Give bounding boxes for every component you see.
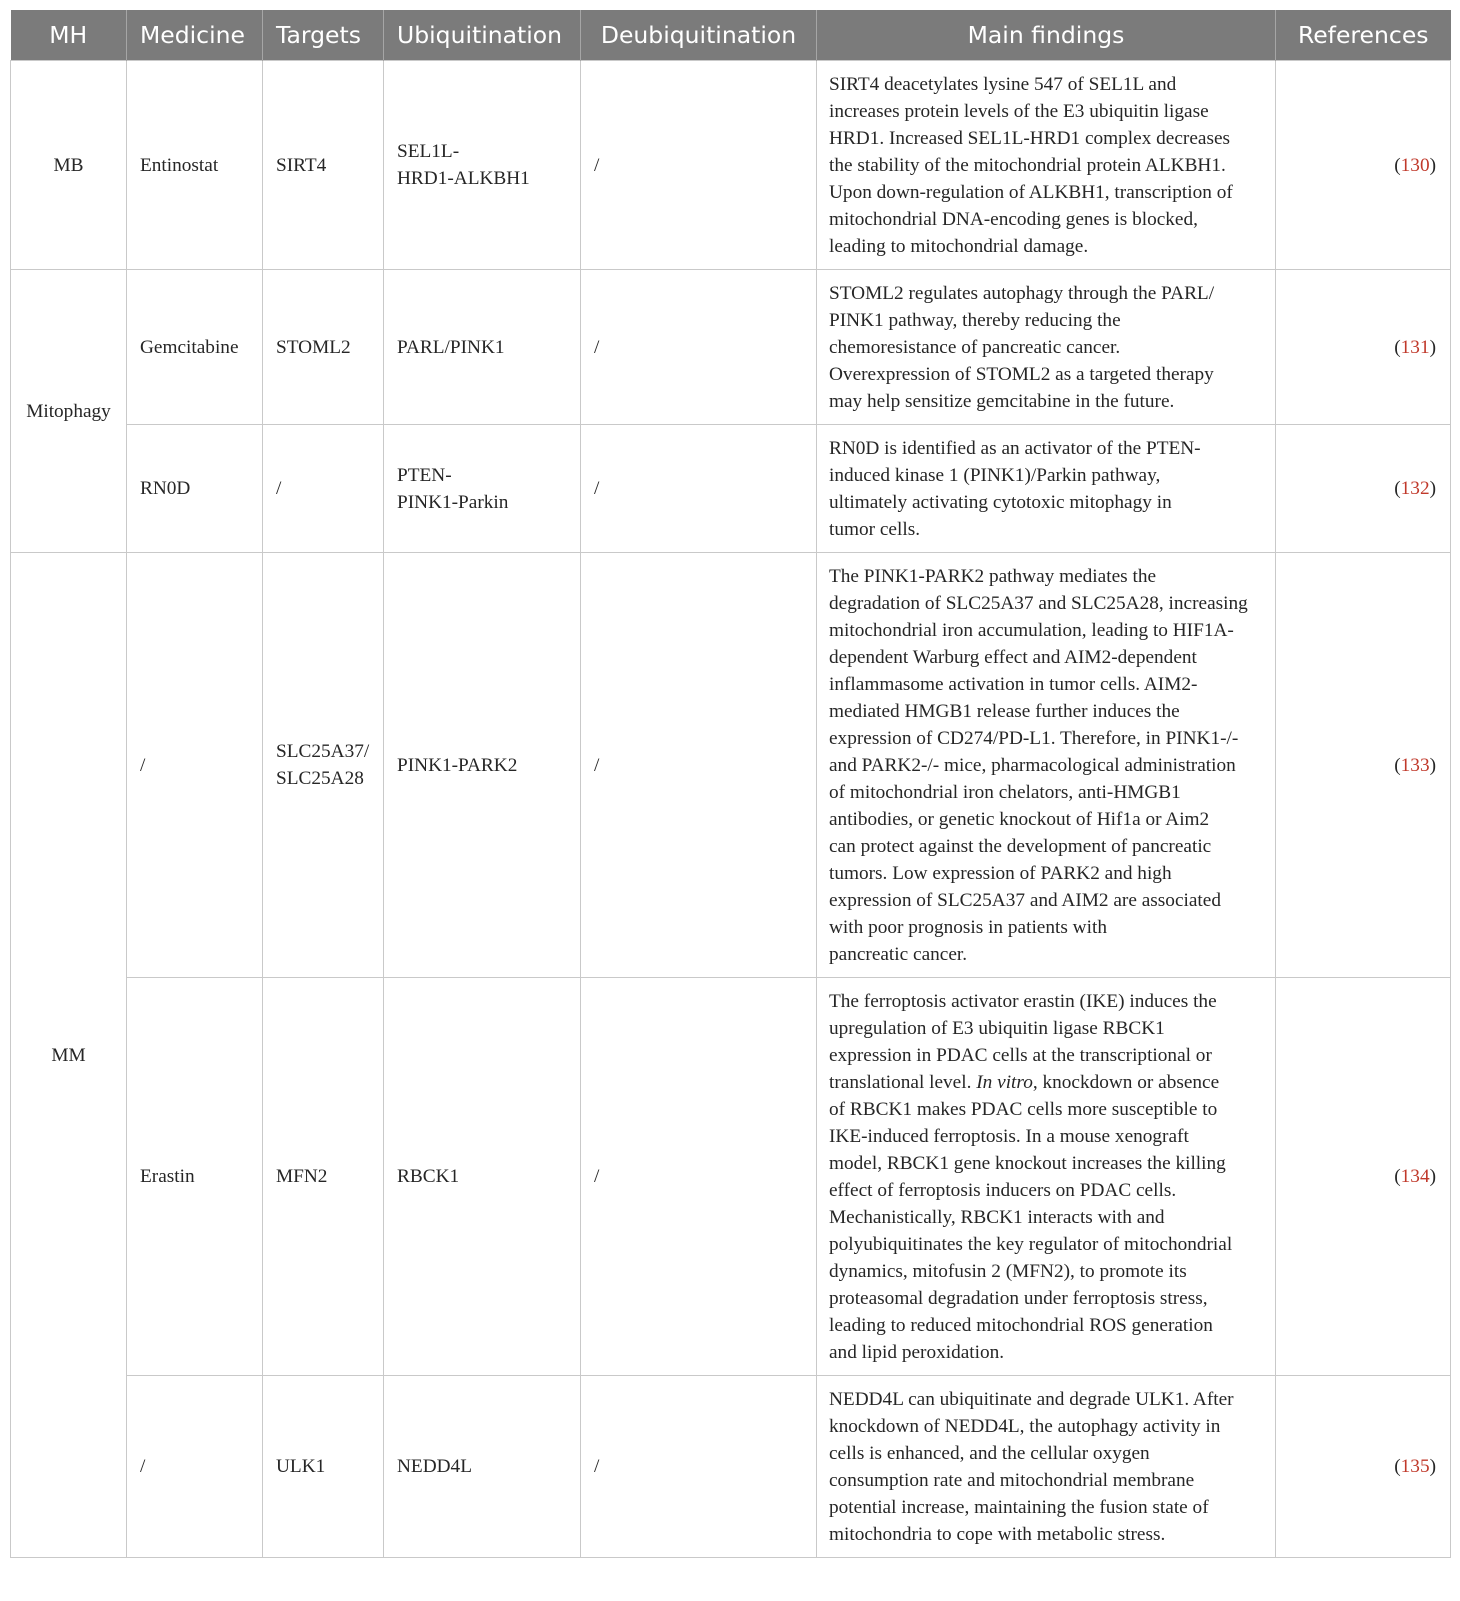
- ref-paren-open: (: [1394, 1166, 1401, 1187]
- main-findings-line: mediated HMGB1 release further induces the: [829, 701, 1180, 722]
- table-row: [11, 270, 1451, 425]
- deubiquitination-cell: /: [581, 553, 817, 978]
- reference-cell: [1276, 61, 1451, 270]
- ref-paren-open: (: [1394, 336, 1401, 358]
- reference-link[interactable]: 133: [1400, 754, 1430, 776]
- main-findings-line: mitochondrial iron accumulation, leading to HIF1A-: [829, 620, 1234, 641]
- main-findings-line: tumors. Low expression of PARK2 and high: [829, 863, 1172, 884]
- main-findings-line: mitochondria to cope with metabolic stress.: [829, 1524, 1166, 1545]
- main-findings-line: The ferroptosis activator erastin (IKE) induces the: [829, 991, 1217, 1012]
- medicine-cell: Gemcitabine: [127, 270, 263, 425]
- table-row: [11, 1376, 1451, 1558]
- main-findings-line: pancreatic cancer.: [829, 944, 968, 965]
- main-findings-line: knockdown of NEDD4L, the autophagy activity in: [829, 1416, 1221, 1437]
- targets-cell: [263, 978, 384, 1376]
- main-findings-text: , knockdown or absence: [1032, 1072, 1220, 1093]
- main-findings-line: STOML2 regulates autophagy through the PARL/: [829, 283, 1215, 304]
- main-findings-line: expression in PDAC cells at the transcriptional or: [829, 1045, 1212, 1066]
- table-row: [11, 61, 1451, 270]
- targets-cell: [263, 1376, 384, 1558]
- main-findings-line: SIRT4 deacetylates lysine 547 of SEL1L and: [829, 74, 1177, 95]
- ref-paren-open: (: [1394, 478, 1401, 499]
- main-findings-line: upregulation of E3 ubiquitin ligase RBCK1: [829, 1018, 1165, 1039]
- medicine-cell: RN0D: [127, 425, 263, 553]
- ubiquitination-line: RBCK1: [397, 1166, 460, 1187]
- table-row: [11, 978, 1451, 1376]
- medicine-cell: Entinostat: [127, 61, 263, 270]
- reference-link[interactable]: 131: [1400, 336, 1430, 358]
- targets-line: MFN2: [276, 1166, 328, 1187]
- main-findings-line: of RBCK1 makes PDAC cells more susceptible to: [829, 1099, 1218, 1120]
- ref-paren-open: (: [1394, 154, 1401, 176]
- reference-link[interactable]: 135: [1400, 1456, 1430, 1477]
- reference-cell: [1276, 553, 1451, 978]
- table-body: [11, 61, 1451, 1558]
- header-ubiquitination: Ubiquitination: [384, 10, 581, 61]
- targets-line: SIRT4: [276, 154, 327, 176]
- ubiquitination-cell: [384, 270, 581, 425]
- main-findings-line: model, RBCK1 gene knockout increases the killing: [829, 1153, 1226, 1174]
- deubiquitination-cell: /: [581, 270, 817, 425]
- main-findings-line: effect of ferroptosis inducers on PDAC cells.: [829, 1180, 1177, 1201]
- data-table: [10, 10, 1451, 1558]
- ref-paren-open: (: [1394, 1456, 1401, 1477]
- main-findings-text: translational level.: [829, 1072, 972, 1093]
- main-findings-line: may help sensitize gemcitabine in the future.: [829, 391, 1175, 412]
- reference-cell: [1276, 425, 1451, 553]
- deubiquitination-cell: /: [581, 425, 817, 553]
- ref-paren-close: ): [1429, 754, 1436, 776]
- ubiquitination-cell: [384, 61, 581, 270]
- main-findings-line: and PARK2-/- mice, pharmacological administration: [829, 755, 1236, 776]
- mh-cell-mm: MM: [11, 553, 127, 1558]
- main-findings-cell: [817, 1376, 1276, 1558]
- main-findings-line: leading to mitochondrial damage.: [829, 236, 1089, 257]
- main-findings-line: HRD1. Increased SEL1L-HRD1 complex decreases: [829, 128, 1231, 149]
- header-deubiquitination: Deubiquitination: [581, 10, 817, 61]
- reference-link[interactable]: 134: [1400, 1166, 1430, 1187]
- targets-cell: [263, 425, 384, 553]
- main-findings-line: expression of SLC25A37 and AIM2 are associated: [829, 890, 1221, 911]
- header-medicine: Medicine: [127, 10, 263, 61]
- main-findings-line: RN0D is identified as an activator of the PTEN-: [829, 438, 1201, 459]
- ref-paren-close: ): [1429, 1166, 1436, 1187]
- reference-cell: [1276, 1376, 1451, 1558]
- main-findings-line: induced kinase 1 (PINK1)/Parkin pathway,: [829, 465, 1161, 486]
- header-mh: MH: [11, 10, 127, 61]
- medicine-cell: Erastin: [127, 978, 263, 1376]
- main-findings-line: IKE-induced ferroptosis. In a mouse xenograft: [829, 1126, 1189, 1147]
- deubiquitination-cell: /: [581, 978, 817, 1376]
- main-findings-line: proteasomal degradation under ferroptosis stress,: [829, 1288, 1208, 1309]
- main-findings-line: can protect against the development of pancreatic: [829, 836, 1212, 857]
- main-findings-line: increases protein levels of the E3 ubiquitin ligase: [829, 101, 1209, 122]
- main-findings-line: with poor prognosis in patients with: [829, 917, 1107, 938]
- main-findings-cell: [817, 270, 1276, 425]
- main-findings-line: mitochondrial DNA-encoding genes is blocked,: [829, 209, 1198, 230]
- main-findings-line: tumor cells.: [829, 519, 921, 540]
- main-findings-italic: In vitro: [976, 1072, 1033, 1093]
- main-findings-line: PINK1 pathway, thereby reducing the: [829, 310, 1121, 331]
- ref-paren-close: ): [1429, 478, 1436, 499]
- ref-paren-close: ): [1429, 1456, 1436, 1477]
- main-findings-line: ultimately activating cytotoxic mitophagy in: [829, 492, 1172, 513]
- mh-cell-mb: MB: [11, 61, 127, 270]
- main-findings-line: consumption rate and mitochondrial membrane: [829, 1470, 1195, 1491]
- medicine-cell: /: [127, 553, 263, 978]
- mh-cell-mitophagy: Mitophagy: [11, 270, 127, 553]
- main-findings-line: antibodies, or genetic knockout of Hif1a or Aim2: [829, 809, 1210, 830]
- ubiquitination-cell: [384, 553, 581, 978]
- main-findings-line: Mechanistically, RBCK1 interacts with and: [829, 1207, 1165, 1228]
- table-row: [11, 553, 1451, 978]
- main-findings-line: cells is enhanced, and the cellular oxygen: [829, 1443, 1150, 1464]
- reference-link[interactable]: 130: [1400, 154, 1430, 176]
- main-findings-line: Overexpression of STOML2 as a targeted therapy: [829, 364, 1214, 385]
- header-targets: Targets: [263, 10, 384, 61]
- ubiquitination-line: PINK1-Parkin: [397, 491, 509, 513]
- ubiquitination-cell: [384, 1376, 581, 1558]
- ubiquitination-line: NEDD4L: [397, 1456, 472, 1477]
- ref-paren-close: ): [1429, 336, 1436, 358]
- header-references: References: [1276, 10, 1451, 61]
- main-findings-line: Upon down-regulation of ALKBH1, transcription of: [829, 182, 1233, 203]
- main-findings-line: the stability of the mitochondrial protein ALKBH1.: [829, 155, 1226, 176]
- reference-cell: [1276, 978, 1451, 1376]
- reference-cell: [1276, 270, 1451, 425]
- main-findings-cell: [817, 61, 1276, 270]
- ubiquitination-line: PTEN-: [397, 464, 452, 486]
- main-findings-line: expression of CD274/PD-L1. Therefore, in PINK1-/-: [829, 728, 1239, 749]
- targets-cell: [263, 270, 384, 425]
- reference-link[interactable]: 132: [1400, 478, 1430, 499]
- medicine-cell: /: [127, 1376, 263, 1558]
- main-findings-line: degradation of SLC25A37 and SLC25A28, increasing: [829, 593, 1248, 614]
- ref-paren-open: (: [1394, 754, 1401, 776]
- main-findings-line: NEDD4L can ubiquitinate and degrade ULK1. After: [829, 1389, 1234, 1410]
- header-main-findings: Main findings: [817, 10, 1276, 61]
- main-findings-line: inflammasome activation in tumor cells. AIM2-: [829, 674, 1198, 695]
- main-findings-line: [829, 1069, 1263, 1096]
- table-container: [10, 10, 1450, 1558]
- table-row: [11, 425, 1451, 553]
- main-findings-cell: [817, 978, 1276, 1376]
- targets-cell: [263, 61, 384, 270]
- main-findings-cell: [817, 425, 1276, 553]
- table-header: [11, 10, 1451, 61]
- main-findings-line: chemoresistance of pancreatic cancer.: [829, 337, 1121, 358]
- main-findings-line: The PINK1-PARK2 pathway mediates the: [829, 566, 1157, 587]
- ubiquitination-line: PINK1-PARK2: [397, 754, 518, 776]
- ubiquitination-cell: [384, 425, 581, 553]
- ubiquitination-line: HRD1-ALKBH1: [397, 168, 530, 189]
- header-row: [11, 10, 1451, 61]
- main-findings-line: dynamics, mitofusin 2 (MFN2), to promote its: [829, 1261, 1187, 1282]
- targets-line: ULK1: [276, 1456, 326, 1477]
- targets-line: SLC25A28: [276, 768, 364, 789]
- main-findings-line: dependent Warburg effect and AIM2-dependent: [829, 647, 1197, 668]
- targets-line: STOML2: [276, 336, 351, 358]
- main-findings-line: of mitochondrial iron chelators, anti-HMGB1: [829, 782, 1181, 803]
- targets-line: /: [276, 478, 282, 499]
- targets-line: SLC25A37/: [276, 741, 370, 762]
- main-findings-line: leading to reduced mitochondrial ROS generation: [829, 1315, 1213, 1336]
- ubiquitination-line: SEL1L-: [397, 141, 460, 162]
- ubiquitination-cell: [384, 978, 581, 1376]
- deubiquitination-cell: /: [581, 1376, 817, 1558]
- deubiquitination-cell: /: [581, 61, 817, 270]
- main-findings-line: polyubiquitinates the key regulator of mitochondrial: [829, 1234, 1233, 1255]
- main-findings-line: and lipid peroxidation.: [829, 1342, 1005, 1363]
- ref-paren-close: ): [1429, 154, 1436, 176]
- main-findings-line: potential increase, maintaining the fusion state of: [829, 1497, 1209, 1518]
- main-findings-cell: [817, 553, 1276, 978]
- ubiquitination-line: PARL/PINK1: [397, 336, 505, 358]
- targets-cell: [263, 553, 384, 978]
